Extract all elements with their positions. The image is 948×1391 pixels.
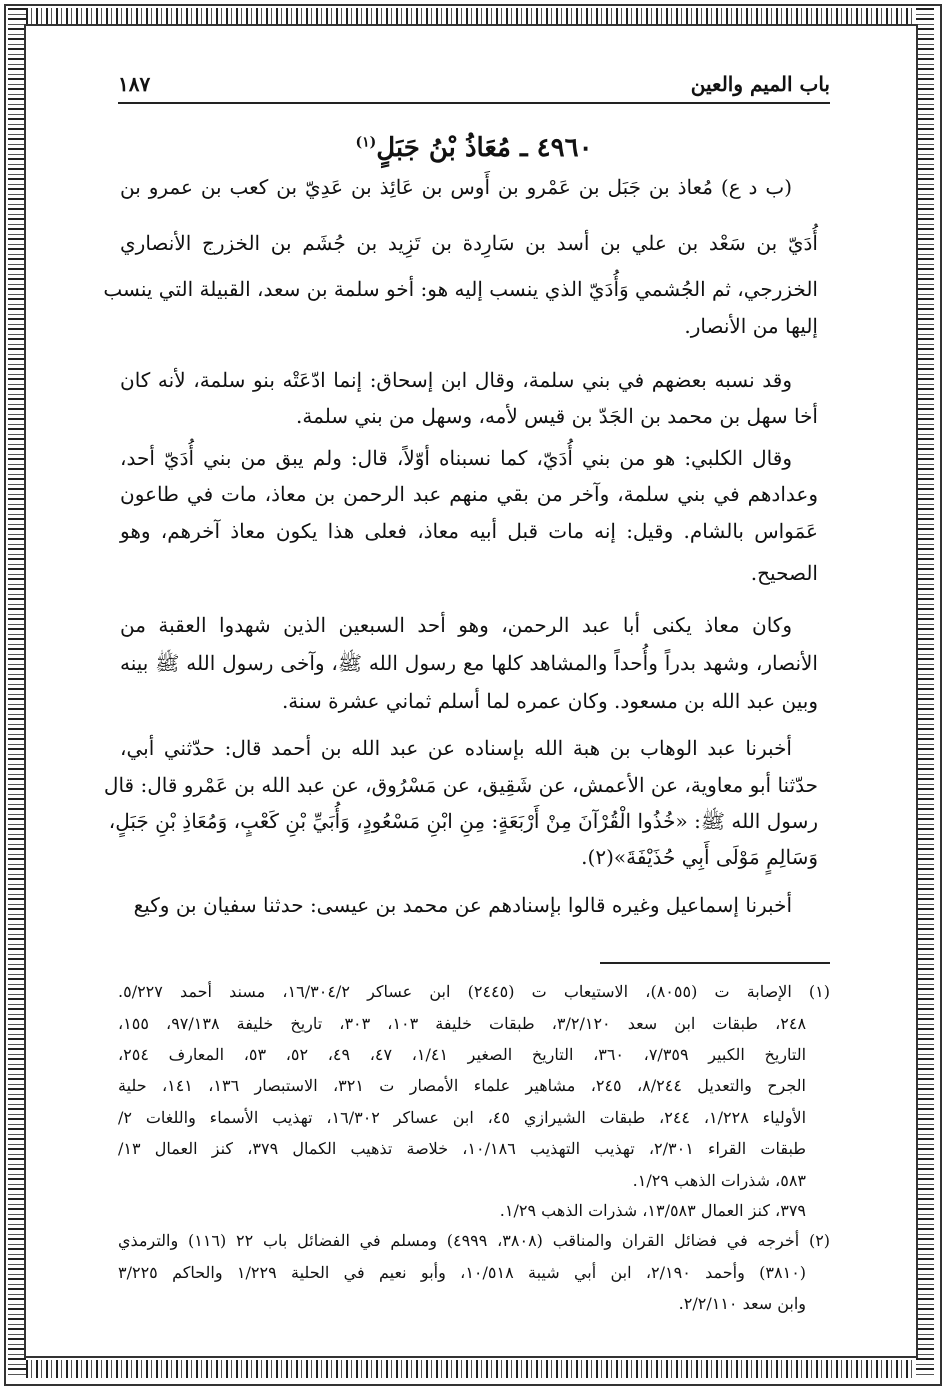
footnote-line: الأولياء ١/٢٢٨، ٢٤٤، طبقات الشيرازي ٤٥، ابن عساكر ١٦/٣٠٢، تهذيب الأسماء واللغات ٢/ [118,1108,807,1127]
text-line: أخبرنا إسماعيل وغيره قالوا بإسنادهم عن محمد بن عيسى: حدثنا سفيان بن وكيع [133,893,792,917]
text-line: عَمَواس بالشام. وقيل: إنه مات قبل أبيه معاذ، فعلى هذا يكون معاذ آخرهم، وهو [120,519,818,543]
text-line: وَسَالِمٍ مَوْلَى أَبِي حُذَيْفَةَ»(٢). [581,845,818,869]
footnote-line: ٢٤٨، طبقات ابن سعد ٣/٢/١٢٠، طبقات خليفة ١٠٣، ٣٠٣، تاريخ خليفة ٩٧/١٣٨، ١٥٥، [118,1014,807,1033]
text-line: وبين عبد الله بن مسعود. وكان عمره لما أسلم ثماني عشرة سنة. [281,689,818,713]
text-line: وقد نسبه بعضهم في بني سلمة، وقال ابن إسحاق: إنما ادّعَتْه بنو سلمة، لأنه كان [120,368,792,392]
running-header [118,70,830,104]
entry-title-text: ٤٩٦٠ ـ مُعَاذُ بْنُ جَبَلٍ [376,133,593,163]
text-line: أخبرنا عبد الوهاب بن هبة الله بإسناده عن عبد الله بن أحمد قال: حدّثني أبي، [120,736,792,760]
footnote-line: ٣٧٩، كنز العمال ١٣/٥٨٣، شذرات الذهب ١/٢٩. [499,1201,806,1220]
text-line: وكان معاذ يكنى أبا عبد الرحمن، وهو أحد السبعين الذين شهدوا العقبة من [120,613,792,637]
footnote-line: التاريخ الكبير ٧/٣٥٩، ٣٦٠، التاريخ الصغير ١/٤١، ٤٧، ٤٩، ٥٢، ٥٣، المعارف ٢٥٤، [118,1045,807,1064]
footnote-separator [600,962,830,964]
page-number: ١٨٧ [118,72,151,96]
text-line: رسول الله ﷺ: «خُذُوا الْقُرْآنَ مِنْ أَرْبَعَةٍ: مِنِ ابْنِ مَسْعُودٍ، وَأُبَيِّ بْنِ كَعْبٍ، وَمُعَاذِ بْنِ جَبَلٍ، [108,809,818,833]
entry-title [0,133,948,163]
text-line: أُدَيّ بن سَعْد بن علي بن أسد بن سَارِدة بن تَزِيد بن جُشَم بن الخزرج الأنصاري [120,231,818,255]
text-line: الأنصار، وشهد بدراً وأُحداً والمشاهد كلها مع رسول الله ﷺ، وآخى رسول الله ﷺ بينه [120,651,818,675]
footnote-line: الجرح والتعديل ٨/٢٤٤، ٢٤٥، مشاهير علماء الأمصار ت ٣٢١، الاستبصار ١٣٦، ١٤١، حلية [118,1076,806,1095]
border-band-right [916,8,934,1378]
text-line: وعدادهم في بني سلمة، وآخر من بقي منهم عبد الرحمن بن معاذ، مات في طاعون [120,482,818,506]
text-line: الصحيح. [750,561,818,585]
footnote-ref: (١) [355,134,377,151]
text-line: وقال الكلبي: هو من بني أُدَيّ، كما نسبناه أوّلاً، قال: ولم يبق من بني أُدَيّ أحد، [120,446,792,470]
text-line: حدّثنا أبو معاوية، عن الأعمش، عن شَقِيق، عن مَسْرُوق، عن عبد الله بن عَمْرو قال: قال [103,773,818,797]
footnote-line: (٢) أخرجه في فضائل القران والمناقب (٣٨٠٨، ٤٩٩٩) ومسلم في الفضائل باب ٢٢ (١١٦) والترمذي [118,1231,831,1250]
text-line: أخا سهل بن محمد بن الجَدّ بن قيس لأمه، وسهل من بني سلمة. [296,404,818,428]
text-line: الخزرجي، ثم الجُشمي وَأُدَيّ الذي ينسب إليه هو: أخو سلمة بن سعد، القبيلة التي ينسب [103,277,818,301]
footnote-line: ٥٨٣، شذرات الذهب ١/٢٩. [632,1171,806,1190]
text-line: (ب د ع) مُعاذ بن جَبَل بن عَمْرو بن أَوس بن عَائِذ بن عَدِيّ بن كعب بن عمرو بن [120,175,792,199]
footnote-line: طبقات القراء ٢/٣٠١، تهذيب التهذيب ١٠/١٨٦، خلاصة تذهيب الكمال ٣٧٩، كنز العمال ١٣/ [118,1139,807,1158]
text-line: إليها من الأنصار. [684,314,818,338]
border-band-bottom [8,1360,934,1378]
footnote-line: (٣٨١٠) وأحمد ٢/١٩٠، ابن أبي شيبة ١٠/٥١٨، وأبو نعيم في الحلية ١/٢٢٩ والحاكم ٣/٢٢٥ [118,1263,807,1282]
footnote-line: (١) الإصابة ت (٨٠٥٥)، الاستيعاب ت (٢٤٤٥) ابن عساكر ١٦/٣٠٤/٢، مسند أحمد ٥/٢٢٧. [118,982,831,1001]
chapter-title: باب الميم والعين [690,72,830,96]
footnote-line: وابن سعد ٢/٢/١١٠. [678,1294,806,1313]
